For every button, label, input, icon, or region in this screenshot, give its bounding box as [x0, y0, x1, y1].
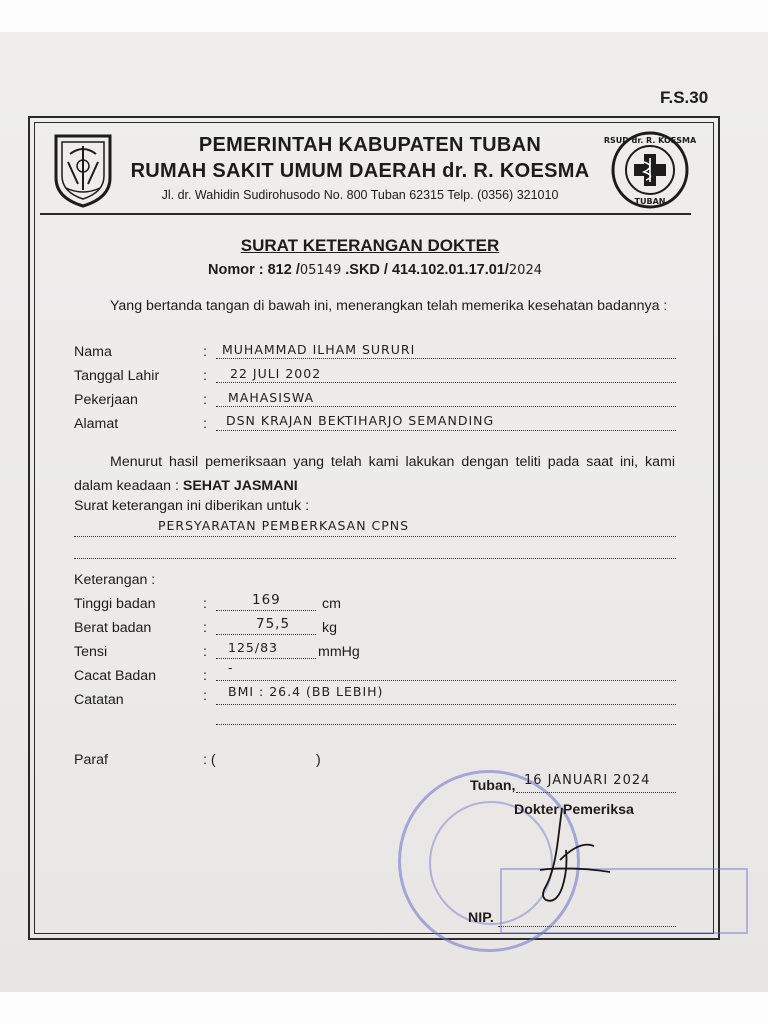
birthdate-colon: :: [203, 368, 207, 384]
nip-label: NIP.: [468, 910, 494, 926]
notes-label: Catatan: [74, 692, 124, 708]
hospital-name: RUMAH SAKIT UMUM DAERAH dr. R. KOESMA: [130, 160, 590, 182]
document-title: SURAT KETERANGAN DOKTER: [240, 236, 500, 255]
defect-colon: :: [203, 668, 207, 684]
result-text: Menurut hasil pemeriksaan yang telah kami lakukan dengan teliti pada saat ini, kami dalam keadaan :: [74, 454, 675, 494]
intro-paragraph: Yang bertanda tangan di bawah ini, menerangkan telah memerika kesehatan badannya :: [110, 298, 668, 314]
defect-label: Cacat Badan: [74, 668, 157, 684]
defect-dotline: [216, 680, 676, 681]
tension-value: 125/83: [228, 640, 278, 655]
occupation-dotline: [216, 406, 676, 407]
birthdate-dotline: [216, 382, 676, 383]
purpose-value: PERSYARATAN PEMBERKASAN CPNS: [158, 518, 410, 533]
name-value: MUHAMMAD ILHAM SURURI: [222, 342, 416, 357]
notes-value: BMI : 26.4 (BB LEBIH): [228, 684, 384, 699]
place-label: Tuban,: [470, 778, 516, 794]
address-colon: :: [203, 416, 207, 432]
paraf-close: ): [316, 752, 321, 768]
date-dotline: [516, 792, 676, 793]
regency-emblem-icon: [52, 132, 114, 208]
number-handwritten: 05149: [299, 263, 342, 278]
paraf-open: : (: [203, 752, 216, 768]
number-suffix: .SKD / 414.102.01.17.01/: [345, 262, 509, 278]
purpose-dotline-2: [74, 558, 676, 559]
tension-unit: mmHg: [318, 644, 360, 660]
occupation-value: MAHASISWA: [228, 390, 315, 405]
keterangan-heading: Keterangan :: [74, 572, 156, 588]
result-paragraph: [74, 450, 675, 498]
weight-unit: kg: [322, 620, 337, 636]
purpose-dotline-1: [74, 536, 676, 537]
tension-label: Tensi: [74, 644, 108, 660]
address-dotline: [216, 430, 676, 431]
defect-value: -: [228, 660, 234, 675]
tension-colon: :: [203, 644, 207, 660]
nip-dotline: [498, 926, 676, 927]
height-label: Tinggi badan: [74, 596, 156, 612]
weight-label: Berat badan: [74, 620, 152, 636]
occupation-colon: :: [203, 392, 207, 408]
name-label: Nama: [74, 344, 112, 360]
address-label: Alamat: [74, 416, 119, 432]
government-name: PEMERINTAH KABUPATEN TUBAN: [198, 134, 542, 156]
weight-value: 75,5: [256, 616, 291, 632]
weight-colon: :: [203, 620, 207, 636]
address-value: DSN KRAJAN BEKTIHARJO SEMANDING: [226, 413, 495, 428]
header-divider: [40, 213, 691, 215]
birthdate-label: Tanggal Lahir: [74, 368, 160, 384]
purpose-label: Surat keterangan ini diberikan untuk :: [74, 498, 310, 514]
number-year: 2024: [508, 263, 542, 278]
tension-dotline: [216, 658, 316, 659]
birthdate-value: 22 JULI 2002: [230, 366, 322, 381]
name-dotline: [216, 358, 676, 359]
occupation-label: Pekerjaan: [74, 392, 138, 408]
number-prefix: Nomor : 812 /: [208, 262, 300, 278]
height-unit: cm: [322, 596, 341, 612]
paraf-label: Paraf: [74, 752, 108, 768]
sign-date: 16 JANUARI 2024: [524, 773, 651, 788]
svg-text:RSUD dr. R. KOESMA: RSUD dr. R. KOESMA: [603, 136, 697, 145]
hospital-address: Jl. dr. Wahidin Sudirohusodo No. 800 Tuban 62315 Telp. (0356) 321010: [161, 188, 559, 202]
height-dotline: [216, 610, 316, 611]
doctor-signature-icon: [500, 800, 620, 910]
height-colon: :: [203, 596, 207, 612]
hospital-seal-icon: [603, 130, 697, 210]
notes-dotline-2: [216, 724, 676, 725]
height-value: 169: [252, 592, 281, 608]
notes-colon: :: [203, 688, 207, 704]
document-number: [208, 262, 542, 278]
notes-dotline-1: [216, 704, 676, 705]
health-status: SEHAT JASMANI: [182, 478, 298, 494]
svg-text:TUBAN: TUBAN: [634, 197, 666, 206]
form-code: F.S.30: [660, 88, 709, 107]
examining-doctor-label: Dokter Pemeriksa: [514, 802, 634, 818]
name-colon: :: [203, 344, 207, 360]
weight-dotline: [216, 634, 316, 635]
